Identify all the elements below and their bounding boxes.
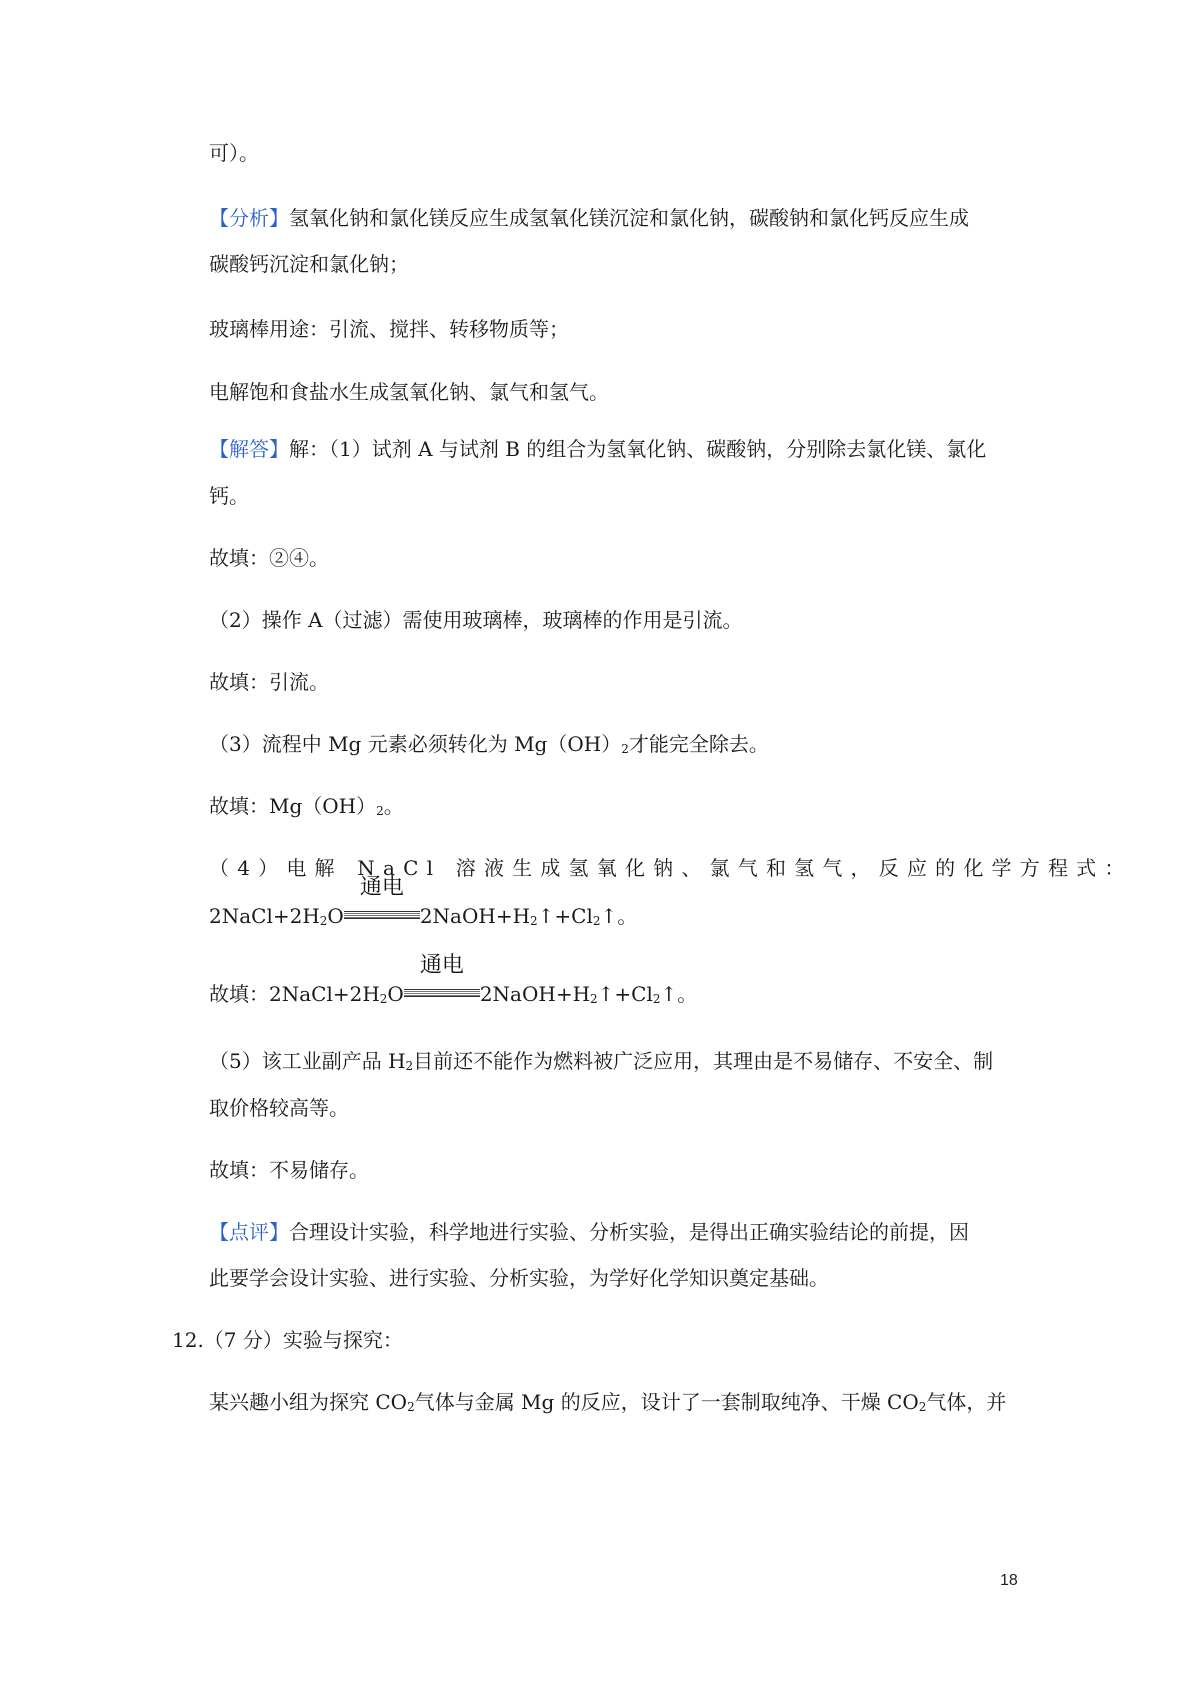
text: 。 [383, 794, 404, 818]
text-line [209, 854, 1133, 882]
text: 气体，并 [926, 1390, 1007, 1414]
text-line [209, 315, 569, 343]
text-line [209, 250, 409, 278]
equation-text: 2NaCl+2H [269, 982, 380, 1006]
review-line [209, 1218, 969, 1246]
reaction-condition: 通电 [419, 953, 464, 978]
subscript: 2 [407, 1400, 415, 1414]
equation-line [209, 875, 638, 935]
text: （5）该工业副产品 H [209, 1049, 406, 1073]
text-line [209, 1264, 829, 1292]
text: 此要学会设计实验、进行实验、分析实验，为学好化学知识奠定基础。 [209, 1266, 829, 1290]
text-line [209, 606, 743, 634]
text: 解：（1）试剂 A 与试剂 B 的组合为氢氧化钠、碳酸钠，分别除去氯化镁、氯化 [289, 437, 987, 461]
reaction-arrow [404, 953, 480, 1008]
page-number: 18 [1000, 1572, 1018, 1589]
subscript: 2 [592, 914, 601, 928]
subscript: 2 [621, 742, 629, 756]
text: 氢氧化钠和氯化镁反应生成氢氧化镁沉淀和氯化钠，碳酸钠和氯化钙反应生成 [289, 206, 969, 230]
equation-text: 2NaOH+H [419, 904, 531, 928]
text: 钙。 [209, 484, 249, 508]
text-line [209, 1094, 349, 1122]
reaction-arrow [344, 875, 420, 930]
equation-text: 2NaCl+2H [209, 904, 320, 928]
text: 某兴趣小组为探究 CO [209, 1390, 408, 1414]
text: 取价格较高等。 [209, 1096, 349, 1120]
text-line [209, 378, 609, 406]
text: 才能完全除去。 [628, 732, 769, 756]
subscript: 2 [376, 804, 384, 818]
answer-tag: 【解答】 [209, 437, 289, 461]
subscript: 2 [379, 992, 388, 1006]
equation-text: ↑+Cl [537, 904, 593, 928]
equation-text: O [327, 904, 344, 928]
question-heading [172, 1326, 403, 1354]
review-tag: 【点评】 [209, 1220, 289, 1244]
subscript: 2 [918, 1400, 927, 1414]
subscript: 2 [652, 992, 661, 1006]
text: （3）流程中 Mg 元素必须转化为 Mg（OH） [209, 732, 622, 756]
subscript: 2 [590, 992, 598, 1006]
text: 故填：Mg（OH） [209, 794, 377, 818]
subscript: 2 [530, 914, 538, 928]
text: 玻璃棒用途：引流、搅拌、转移物质等； [209, 317, 569, 341]
text: 故填：②④。 [209, 546, 329, 570]
equation-text: O [387, 982, 404, 1006]
text: 故填： [209, 982, 269, 1006]
text: （2）操作 A（过滤）需使用玻璃棒，玻璃棒的作用是引流。 [209, 608, 743, 632]
text: 可）。 [209, 141, 259, 165]
text-line [209, 792, 404, 825]
equation-text: 2NaOH+H [479, 982, 591, 1006]
text: 目前还不能作为燃料被广泛应用，其理由是不易储存、不安全、制 [413, 1049, 994, 1073]
answer-line [209, 435, 986, 463]
equals-bar [404, 989, 480, 997]
text-line [209, 544, 329, 572]
analysis-line [209, 204, 969, 232]
text-line [209, 1047, 993, 1080]
text-line [209, 482, 249, 510]
text-line [209, 139, 259, 167]
text-line [209, 1156, 369, 1184]
analysis-tag: 【分析】 [209, 206, 289, 230]
equation-line [209, 953, 698, 1013]
equation-text: ↑+Cl [597, 982, 653, 1006]
equation-text: ↑。 [600, 904, 638, 928]
text-line [209, 730, 769, 763]
text: 12.（7 分）实验与探究： [172, 1328, 403, 1352]
text: 故填：不易储存。 [209, 1158, 369, 1182]
text: 气体与金属 Mg 的反应，设计了一套制取纯净、干燥 CO [414, 1390, 919, 1414]
text: 碳酸钙沉淀和氯化钠； [209, 252, 409, 276]
text: 电解饱和食盐水生成氢氧化钠、氯气和氢气。 [209, 380, 609, 404]
text: （4）电解 NaCl 溶液生成氢氧化钠、氯气和氢气，反应的化学方程式： [209, 856, 1133, 880]
text-line [209, 668, 329, 696]
text: 合理设计实验，科学地进行实验、分析实验，是得出正确实验结论的前提，因 [289, 1220, 969, 1244]
text-line [209, 1388, 1006, 1421]
subscript: 2 [319, 914, 328, 928]
text: 故填：引流。 [209, 670, 329, 694]
reaction-condition: 通电 [359, 875, 404, 900]
equation-text: ↑。 [660, 982, 698, 1006]
subscript: 2 [405, 1059, 414, 1073]
equals-bar [344, 911, 420, 919]
